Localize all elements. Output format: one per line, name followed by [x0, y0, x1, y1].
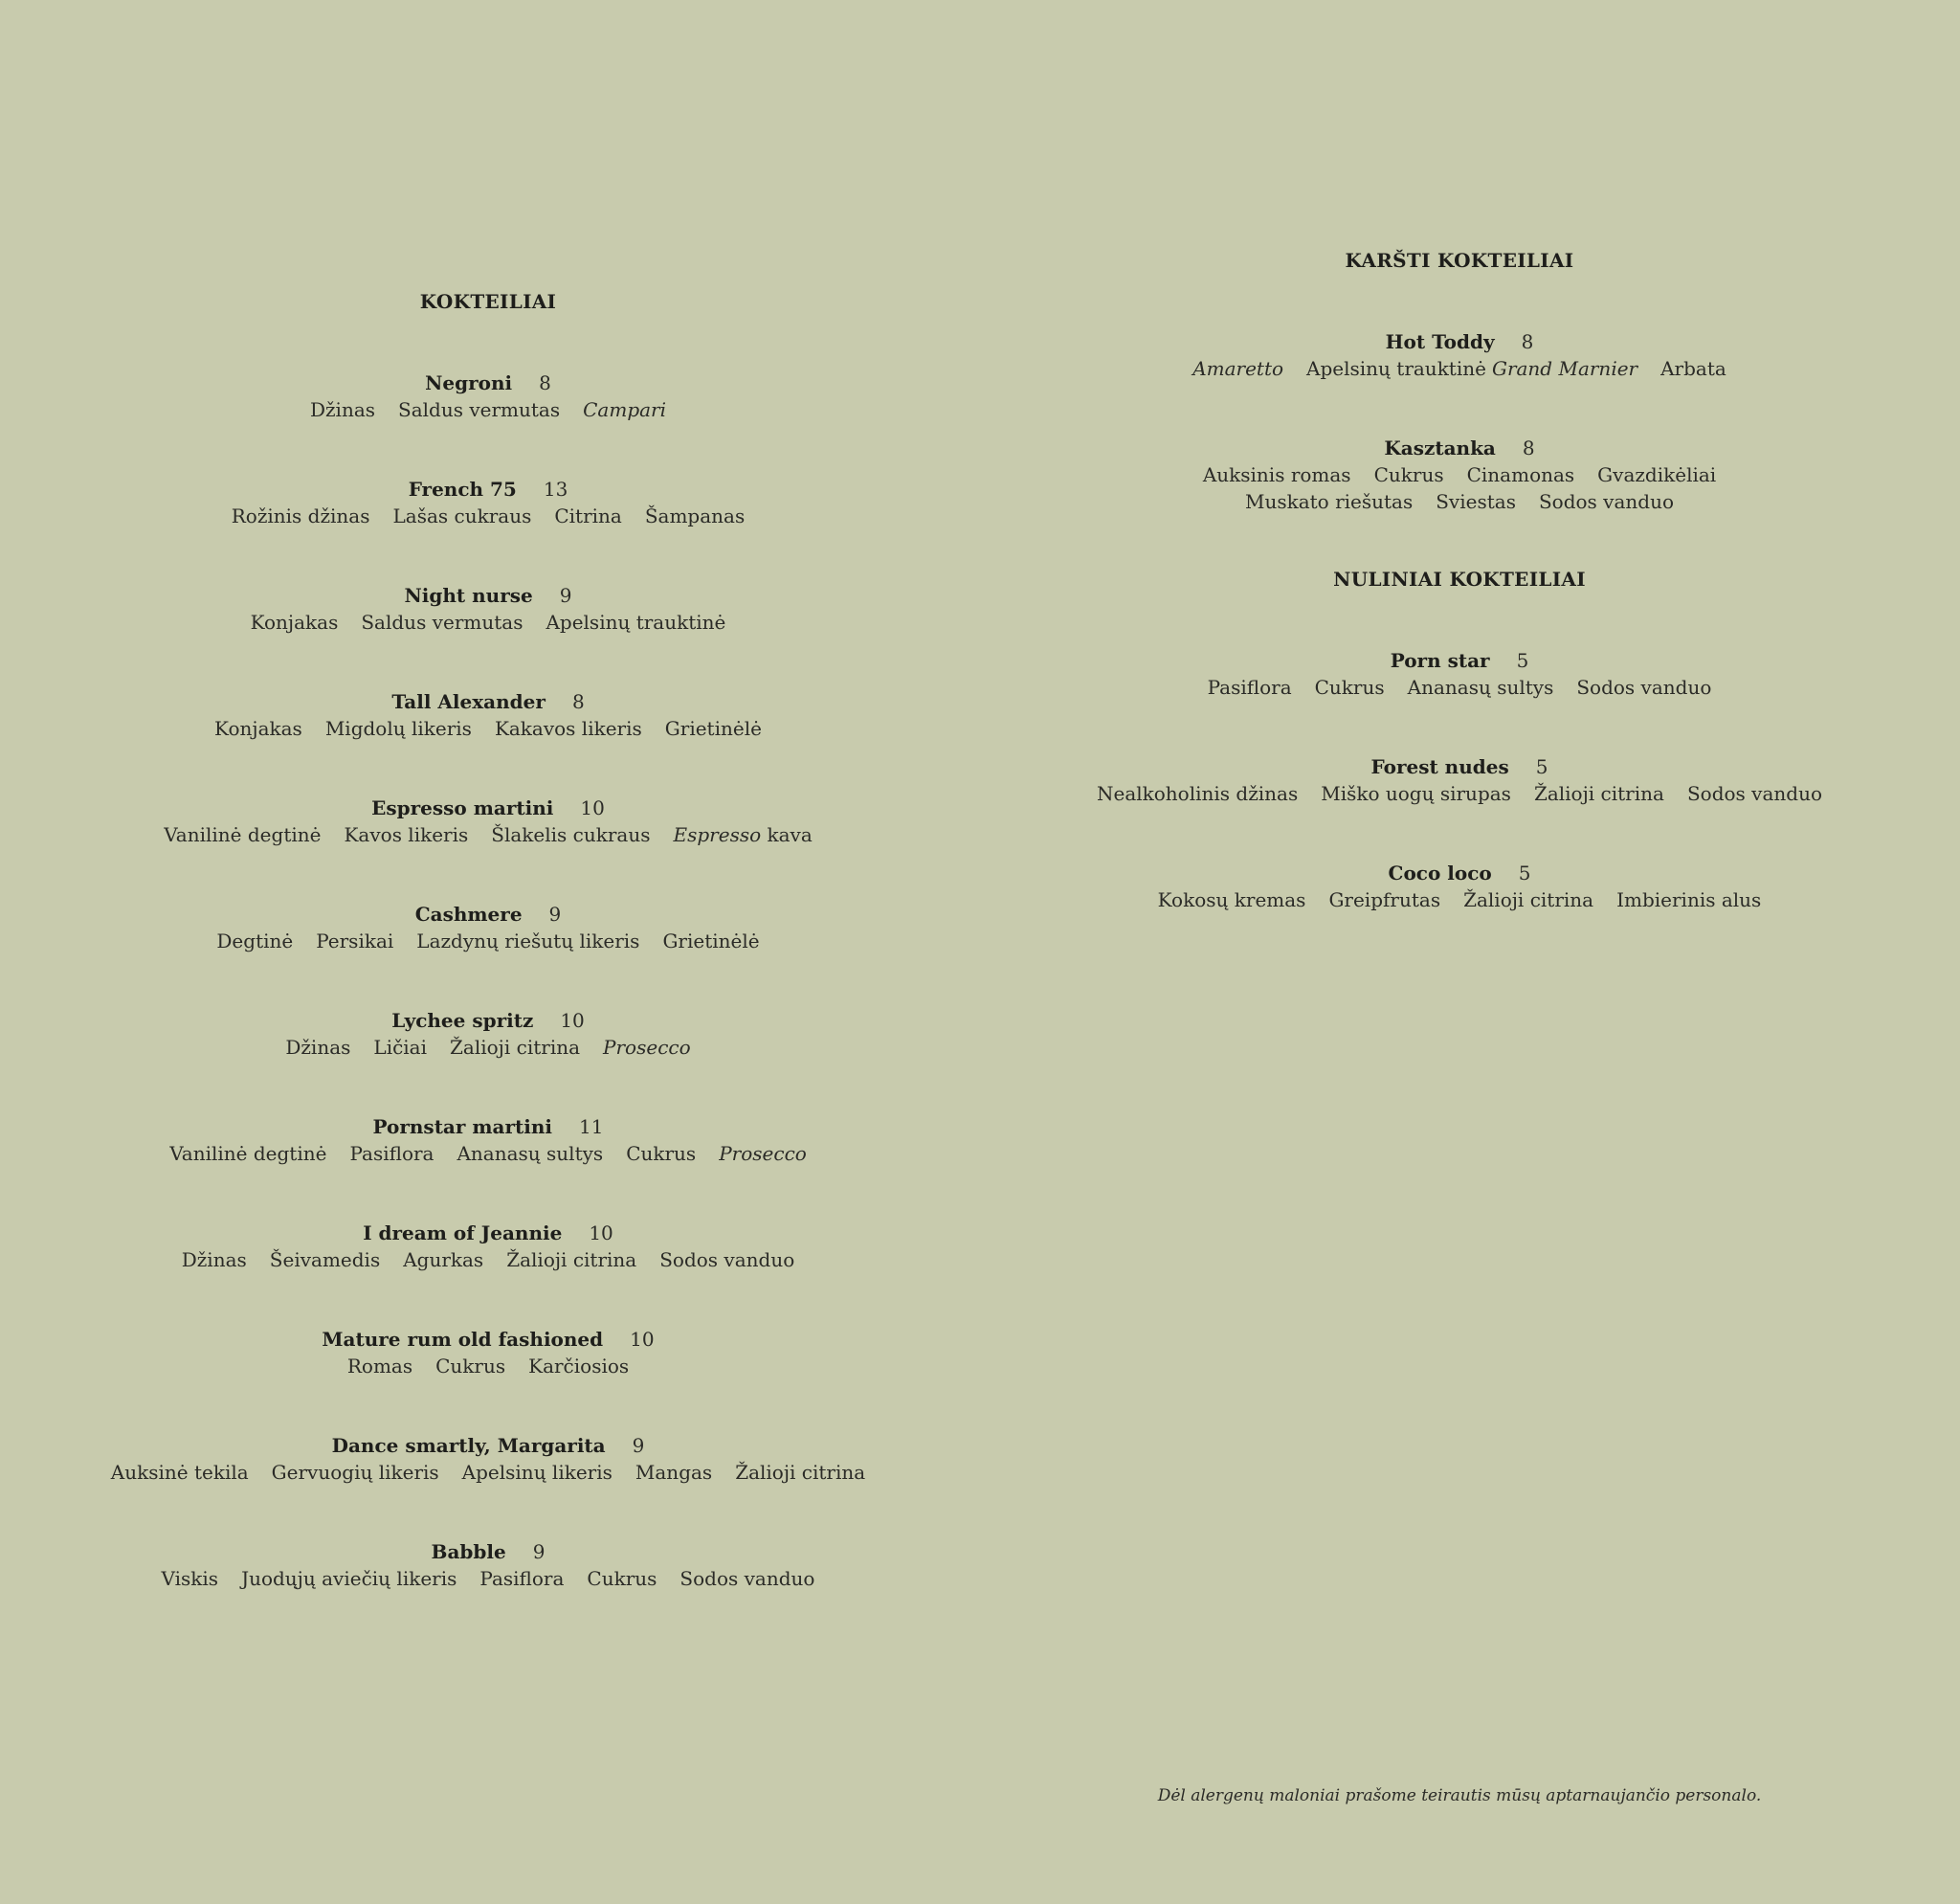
menu-item-header	[1053, 647, 1866, 674]
menu-item-price: 5	[1535, 755, 1548, 778]
menu-item-name: Night nurse	[404, 584, 533, 607]
ingredient: Arbata	[1660, 357, 1726, 380]
menu-item-header	[57, 901, 919, 928]
menu-item-name: Lychee spritz	[391, 1009, 534, 1032]
ingredient: Degtinė	[216, 930, 294, 952]
ingredient-line	[57, 609, 919, 636]
ingredient: Cukrus	[435, 1355, 506, 1378]
ingredient: Viskis	[161, 1567, 219, 1590]
menu-item-header	[57, 1538, 919, 1565]
menu-item-header	[57, 1326, 919, 1353]
menu-item-name: Espresso martini	[371, 796, 554, 819]
ingredient: Lazdynų riešutų likeris	[416, 930, 640, 952]
section-title-cocktails: KOKTEILIAI	[419, 290, 557, 313]
ingredient: Cukrus	[1373, 463, 1444, 486]
ingredient: Džinas	[309, 398, 376, 421]
ingredient-line	[57, 715, 919, 742]
ingredient-line	[57, 821, 919, 848]
ingredient: Auksinis romas	[1202, 463, 1351, 486]
ingredient: Sodos vanduo	[1576, 676, 1712, 699]
ingredient-line	[57, 503, 919, 529]
menu-item	[57, 688, 919, 742]
menu-item-name: Forest nudes	[1370, 755, 1509, 778]
menu-item-price: 5	[1518, 862, 1531, 885]
menu-item-price: 9	[559, 584, 572, 607]
ingredient: Gvazdikėliai	[1597, 463, 1717, 486]
ingredient: Agurkas	[403, 1248, 484, 1271]
menu-item-header	[57, 688, 919, 715]
ingredient: Kakavos likeris	[494, 717, 642, 740]
menu-item-name: Porn star	[1390, 649, 1490, 672]
ingredient: Kokosų kremas	[1157, 888, 1306, 911]
ingredient-line	[57, 1140, 919, 1167]
menu-item	[1053, 860, 1866, 913]
menu-item-header	[57, 1220, 919, 1246]
ingredient: Sviestas	[1436, 490, 1516, 513]
menu-item-name: Babble	[431, 1540, 506, 1563]
ingredient: Šlakelis cukraus	[491, 823, 651, 846]
ingredient: Sodos vanduo	[1686, 782, 1822, 805]
menu-item-name: Pornstar martini	[372, 1115, 553, 1138]
ingredient: Lašas cukraus	[392, 504, 532, 527]
ingredient: Muskato riešutas	[1244, 490, 1414, 513]
ingredient: Ličiai	[373, 1036, 428, 1059]
menu-item	[1053, 647, 1866, 701]
ingredient: Greipfrutas	[1328, 888, 1441, 911]
ingredient: Apelsinų likeris	[461, 1461, 612, 1484]
ingredient-line	[1053, 355, 1866, 382]
ingredient: Prosecco	[603, 1036, 691, 1059]
ingredient: Sodos vanduo	[659, 1248, 795, 1271]
ingredient: Žalioji citrina	[1463, 888, 1594, 911]
ingredient: Mangas	[635, 1461, 713, 1484]
ingredient: Cinamonas	[1466, 463, 1575, 486]
menu-item-header	[57, 582, 919, 609]
ingredient-line	[1053, 461, 1866, 488]
ingredient: Konjakas	[214, 717, 302, 740]
ingredient-line	[57, 1353, 919, 1379]
menu-item-name: Mature rum old fashioned	[322, 1328, 604, 1351]
ingredient: Gervuogių likeris	[271, 1461, 439, 1484]
menu-item-header	[57, 370, 919, 396]
menu-item	[57, 370, 919, 423]
ingredient: Apelsinų trauktinė	[546, 611, 726, 634]
ingredient: Kavos likeris	[344, 823, 469, 846]
menu-item-price: 8	[571, 690, 585, 713]
menu-item-header	[57, 1007, 919, 1034]
menu-item-price: 10	[589, 1221, 613, 1244]
ingredient: Džinas	[181, 1248, 247, 1271]
menu-item	[57, 1220, 919, 1273]
menu-item-price: 11	[579, 1115, 604, 1138]
ingredient: Pasiflora	[479, 1567, 565, 1590]
ingredient: Džinas	[285, 1036, 351, 1059]
menu-item	[57, 795, 919, 848]
ingredient: Ananasų sultys	[457, 1142, 604, 1165]
ingredient: Amaretto	[1192, 357, 1284, 380]
menu-item-name: Negroni	[425, 371, 513, 394]
ingredient: Šeivamedis	[269, 1248, 381, 1271]
menu-item-header	[1053, 328, 1866, 355]
menu-item-price: 5	[1516, 649, 1529, 672]
section-title-zero-cocktails: NULINIAI KOKTEILIAI	[1333, 568, 1586, 591]
ingredient: Pasiflora	[1207, 676, 1292, 699]
ingredient: Sodos vanduo	[679, 1567, 815, 1590]
menu-item-header	[1053, 753, 1866, 780]
ingredient: Žalioji citrina	[450, 1036, 581, 1059]
menu-item-price: 10	[630, 1328, 655, 1351]
ingredient: Miško uogų sirupas	[1321, 782, 1511, 805]
ingredient: Cukrus	[587, 1567, 657, 1590]
ingredient: Grietinėlė	[662, 930, 760, 952]
menu-item-header	[57, 1113, 919, 1140]
ingredient: Romas	[346, 1355, 413, 1378]
menu-item	[57, 1432, 919, 1486]
menu-item-price: 9	[632, 1434, 645, 1457]
ingredient: Šampanas	[644, 504, 746, 527]
menu-item-price: 9	[532, 1540, 546, 1563]
ingredient: Saldus vermutas	[398, 398, 561, 421]
ingredient-line	[57, 1459, 919, 1486]
ingredient-line	[57, 1034, 919, 1061]
menu-item	[1053, 328, 1866, 382]
menu-item	[57, 901, 919, 954]
menu-item	[1053, 753, 1866, 807]
ingredient: Cukrus	[626, 1142, 697, 1165]
ingredient: Vanilinė degtinė	[169, 1142, 327, 1165]
menu-item-header	[1053, 860, 1866, 886]
ingredient: Vanilinė degtinė	[164, 823, 322, 846]
ingredient-line	[57, 928, 919, 954]
ingredient: Espresso kava	[673, 823, 813, 846]
menu-item-header	[57, 1432, 919, 1459]
ingredient: Citrina	[554, 504, 622, 527]
ingredient: Nealkoholinis džinas	[1096, 782, 1299, 805]
ingredient: Migdolų likeris	[324, 717, 472, 740]
menu-item	[57, 1007, 919, 1061]
menu-item-price: 13	[543, 478, 568, 501]
menu-item	[57, 582, 919, 636]
menu-item-header	[57, 476, 919, 503]
menu-item-price: 10	[560, 1009, 585, 1032]
ingredient: Karčiosios	[528, 1355, 630, 1378]
menu-item-name: I dream of Jeannie	[363, 1221, 563, 1244]
ingredient: Žalioji citrina	[506, 1248, 637, 1271]
menu-item-name: Dance smartly, Margarita	[331, 1434, 606, 1457]
menu-item	[57, 1326, 919, 1379]
menu-item-name: Cashmere	[414, 903, 523, 926]
ingredient: Campari	[583, 398, 666, 421]
ingredient: Juodųjų aviečių likeris	[241, 1567, 457, 1590]
menu-item-name: Kasztanka	[1384, 437, 1496, 459]
menu-item	[57, 476, 919, 529]
ingredient-line	[57, 396, 919, 423]
ingredient: Grietinėlė	[664, 717, 762, 740]
ingredient: Auksinė tekila	[110, 1461, 249, 1484]
ingredient: Konjakas	[250, 611, 339, 634]
ingredient: Ananasų sultys	[1407, 676, 1554, 699]
menu-item	[57, 1113, 919, 1167]
ingredient: Apelsinų trauktinė Grand Marnier	[1306, 357, 1638, 380]
menu-item-name: French 75	[408, 478, 517, 501]
ingredient-line	[1053, 780, 1866, 807]
ingredient-line	[1053, 674, 1866, 701]
ingredient: Cukrus	[1314, 676, 1385, 699]
ingredient: Prosecco	[719, 1142, 807, 1165]
menu-item-name: Coco loco	[1388, 862, 1492, 885]
ingredient: Imbierinis alus	[1616, 888, 1762, 911]
menu-item	[1053, 435, 1866, 515]
ingredient: Žalioji citrina	[735, 1461, 866, 1484]
menu-item-header	[57, 795, 919, 821]
ingredient: Persikai	[316, 930, 394, 952]
ingredient-line	[1053, 488, 1866, 515]
menu-item-price: 9	[548, 903, 562, 926]
menu-item-name: Tall Alexander	[391, 690, 546, 713]
menu-item-price: 8	[1521, 330, 1534, 353]
ingredient-line	[1053, 886, 1866, 913]
menu-item-price: 8	[539, 371, 551, 394]
menu-item-header	[1053, 435, 1866, 461]
section-title-hot-cocktails: KARŠTI KOKTEILIAI	[1345, 249, 1574, 272]
ingredient: Pasiflora	[349, 1142, 434, 1165]
allergen-note: Dėl alergenų maloniai prašome teirautis mūsų aptarnaujančio personalo.	[1157, 1786, 1762, 1805]
menu-item-price: 10	[580, 796, 605, 819]
ingredient: Rožinis džinas	[231, 504, 370, 527]
ingredient-line	[57, 1565, 919, 1592]
ingredient: Žalioji citrina	[1533, 782, 1664, 805]
menu-item-price: 8	[1522, 437, 1535, 459]
ingredient: Saldus vermutas	[361, 611, 523, 634]
ingredient: Sodos vanduo	[1538, 490, 1675, 513]
menu-item-name: Hot Toddy	[1385, 330, 1495, 353]
ingredient-line	[57, 1246, 919, 1273]
menu-item	[57, 1538, 919, 1592]
